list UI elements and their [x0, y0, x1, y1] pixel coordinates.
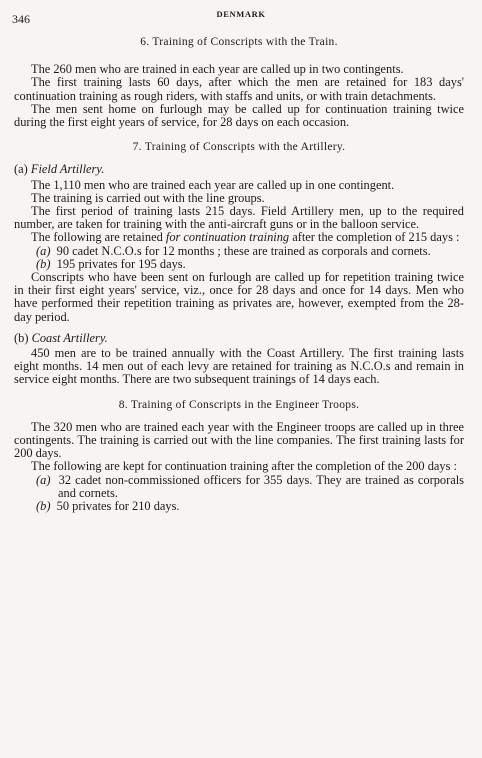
paragraph: The 1,110 men who are trained each year are called up in one contingent.	[31, 177, 395, 192]
item-label: (a)	[36, 472, 51, 487]
emphasis: for continuation training	[165, 230, 290, 245]
item-label: (b)	[36, 499, 51, 514]
paragraph: Conscripts who have been sent on furlough are called up for repetition training twice in their first eight years' service, viz., once for 28 days and once for 14 days. Men who have performed their repetition training as privates are, however, exempted from the 28-day period.	[14, 270, 464, 324]
section-heading-6: 6. Training of Conscripts with the Train.	[140, 36, 338, 48]
paragraph: The 260 men who are trained in each year are called up in two contingents.	[31, 62, 404, 77]
text-run: after the completion of 215 days :	[289, 230, 460, 245]
subsection-title: Coast Artillery.	[31, 330, 108, 345]
paragraph: The training is carried out with the line groups.	[31, 190, 265, 205]
page-body	[14, 36, 464, 513]
paragraph: The men sent home on furlough may be called up for continuation training twice during the first eight years of service, for 28 days on each occasion.	[14, 101, 464, 130]
list-item	[14, 500, 464, 513]
subsection-title: Field Artillery.	[30, 162, 105, 177]
item-text: 195 privates for 195 days.	[56, 256, 186, 271]
section-heading-8: 8. Training of Conscripts in the Engineer Troops.	[118, 398, 360, 411]
item-text: 50 privates for 210 days.	[56, 499, 180, 514]
subsection-label: (b)	[14, 330, 29, 345]
paragraph: The 320 men who are trained each year with the Engineer troops are called up in three contingents. The training is carried out with the line companies. The first training lasts for 200 days.	[14, 419, 464, 461]
page-number: 346	[12, 12, 30, 26]
paragraph: 450 men are to be trained annually with the Coast Artillery. The first training lasts eight months. 14 men out of each levy are retained for training as N.C.O.s and remain in service eight months. There are two subsequent trainings of 14 days each.	[14, 346, 464, 387]
running-head: DENMARK	[216, 9, 266, 19]
paragraph: The first period of training lasts 215 days. Field Artillery men, up to the required number, are taken for training with the anti-aircraft guns or in the balloon service.	[14, 204, 464, 232]
subsection-heading-coast-artillery	[14, 332, 464, 345]
subsection-heading-field-artillery	[14, 163, 464, 176]
item-text: 32 cadet non-commissioned officers for 355 days. They are trained as corporals and cornets.	[58, 472, 464, 500]
section-heading-7: 7. Training of Conscripts with the Artillery.	[132, 141, 346, 154]
item-label: (b)	[36, 256, 51, 271]
item-text: 90 cadet N.C.O.s for 12 months ; these are trained as corporals and cornets.	[56, 243, 431, 258]
list-item	[14, 474, 464, 500]
text-run: The following are retained	[31, 230, 166, 245]
item-label: (a)	[36, 243, 51, 258]
subsection-label: (a)	[14, 162, 28, 177]
paragraph: The first training lasts 60 days, after which the men are retained for 183 days' continuation training as rough riders, with staffs and units, or with train detachments.	[14, 75, 464, 103]
paragraph: The following are kept for continuation training after the completion of the 200 days :	[31, 459, 457, 474]
